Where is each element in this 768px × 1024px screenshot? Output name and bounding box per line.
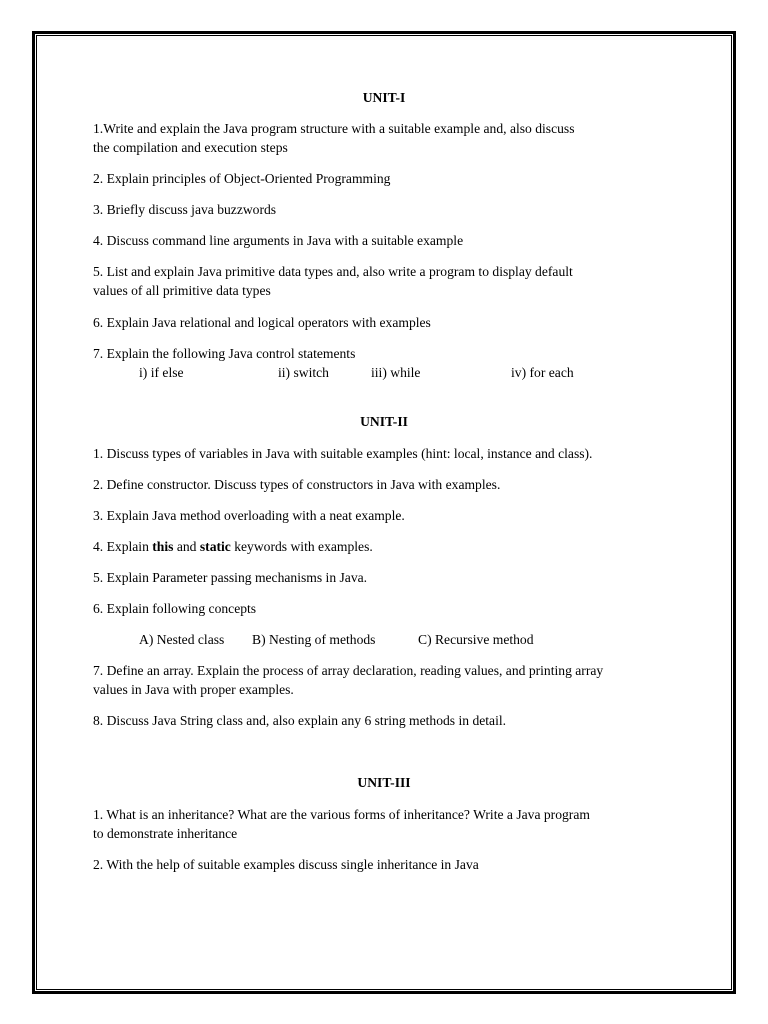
unit-1-question-3: 3. Briefly discuss java buzzwords [93, 202, 277, 217]
unit-1-question-6: 6. Explain Java relational and logical operators with examples [93, 315, 431, 330]
unit-2-question-5: 5. Explain Parameter passing mechanisms in Java. [93, 570, 368, 585]
unit-1-question-5 [93, 262, 683, 300]
unit-2-question-4-mid: and [173, 539, 200, 554]
unit-2-question-4 [93, 537, 683, 556]
option-nested-class: A) Nested class [139, 632, 225, 647]
option-switch: ii) switch [278, 365, 329, 380]
unit-2-question-3: 3. Explain Java method overloading with a neat example. [93, 508, 405, 523]
option-nesting-of-methods: B) Nesting of methods [252, 632, 376, 647]
unit-2-question-7-line-2: values in Java with proper examples. [93, 682, 294, 697]
unit-3-title: UNIT-III [357, 775, 411, 790]
unit-3-question-1-line-2: to demonstrate inheritance [93, 826, 238, 841]
unit-3-question-2: 2. With the help of suitable examples discuss single inheritance in Java [93, 857, 479, 872]
option-if-else: i) if else [139, 365, 184, 380]
unit-1-question-7: 7. Explain the following Java control statements [93, 346, 356, 361]
unit-2-title: UNIT-II [360, 414, 408, 429]
unit-1-question-5-line-1: 5. List and explain Java primitive data types and, also write a program to display default [93, 264, 573, 279]
unit-2-question-8: 8. Discuss Java String class and, also explain any 6 string methods in detail. [93, 713, 507, 728]
unit-2-question-1: 1. Discuss types of variables in Java with suitable examples (hint: local, instance and class). [93, 446, 593, 461]
unit-2-question-6-options [93, 630, 683, 649]
unit-1-question-5-line-2: values of all primitive data types [93, 283, 271, 298]
option-while: iii) while [371, 365, 421, 380]
unit-1-title: UNIT-I [362, 90, 406, 105]
unit-2-question-4-prefix: 4. Explain [93, 539, 153, 554]
option-recursive-method: C) Recursive method [418, 632, 534, 647]
unit-1-question-1-line-2: the compilation and execution steps [93, 140, 288, 155]
unit-3-question-1-line-1: 1. What is an inheritance? What are the various forms of inheritance? Write a Java program [93, 807, 590, 822]
option-for-each: iv) for each [511, 365, 574, 380]
unit-2-question-7-line-1: 7. Define an array. Explain the process of array declaration, reading values, and printing array [93, 663, 604, 678]
unit-2-question-7 [93, 661, 683, 699]
question-bank [93, 88, 683, 874]
unit-3-question-1 [93, 805, 683, 843]
unit-1-question-1 [93, 119, 683, 157]
unit-2-question-4-suffix: keywords with examples. [230, 539, 373, 554]
unit-1-question-7-options [93, 363, 683, 382]
unit-1-question-1-line-1: 1.Write and explain the Java program structure with a suitable example and, also discuss [93, 121, 575, 136]
keyword-this: this [152, 539, 174, 554]
unit-1-question-2: 2. Explain principles of Object-Oriented Programming [93, 171, 391, 186]
keyword-static: static [199, 539, 231, 554]
unit-1-question-4: 4. Discuss command line arguments in Java with a suitable example [93, 233, 464, 248]
unit-2-question-6: 6. Explain following concepts [93, 601, 257, 616]
unit-2-question-2: 2. Define constructor. Discuss types of constructors in Java with examples. [93, 477, 501, 492]
